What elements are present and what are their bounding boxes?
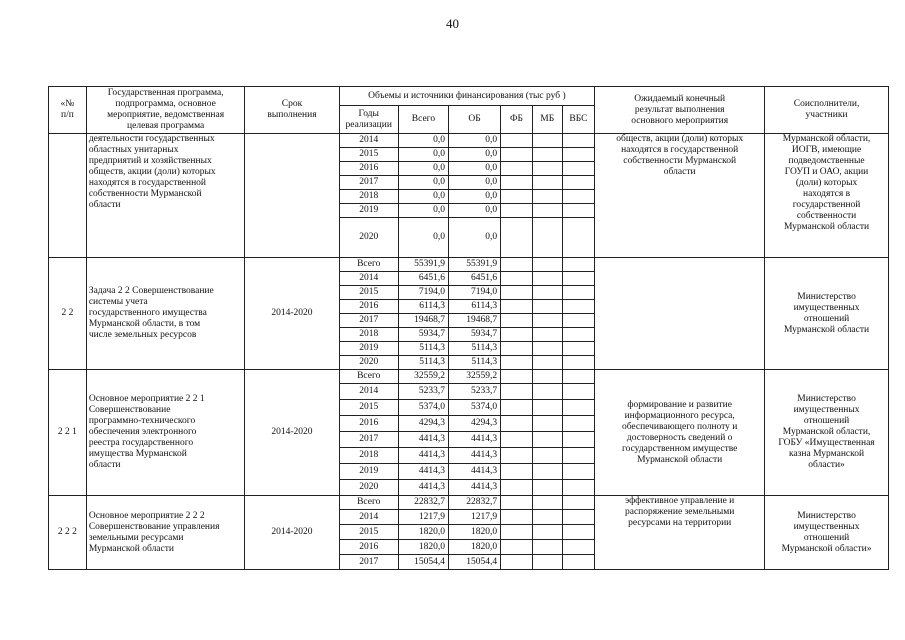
total-cell: 4414,3 [398, 448, 448, 464]
fb-cell [501, 342, 533, 356]
ob-cell: 5114,3 [449, 342, 501, 356]
vbs-cell [562, 162, 595, 176]
fb-cell [501, 204, 533, 218]
total-cell: 22832,7 [398, 496, 448, 510]
fb-cell [501, 356, 533, 370]
ob-cell: 0,0 [449, 134, 501, 148]
fb-cell [501, 525, 533, 540]
fb-cell [501, 328, 533, 342]
expected-result: эффективное управление и распоряжение земельными ресурсами на территории [595, 496, 765, 570]
year-cell: 2018 [339, 448, 398, 464]
total-cell: 0,0 [398, 204, 448, 218]
fb-cell [501, 416, 533, 432]
header-program: Государственная программа, подпрограмма, основное мероприятие, ведомственная целевая программа [86, 87, 245, 134]
total-cell: 0,0 [398, 218, 448, 258]
vbs-cell [562, 272, 595, 286]
ob-cell: 19468,7 [449, 314, 501, 328]
co-executors: Мурманской области, ИОГВ, имеющие подведомственные ГОУП и ОАО, акции (доли) которых находятся в государственной собственности Мурманской области [765, 134, 889, 258]
total-cell: 4414,3 [398, 480, 448, 496]
ob-cell: 32559,2 [449, 370, 501, 384]
header-financing: Объемы и источники финансирования (тыс руб ) [339, 87, 595, 106]
year-cell: Всего [339, 496, 398, 510]
co-executors: Министерство имущественных отношений Мурманской области, ГОБУ «Имущественная казна Мурманской области» [765, 370, 889, 496]
fb-cell [501, 480, 533, 496]
mb-cell [532, 148, 562, 162]
vbs-cell [562, 286, 595, 300]
total-cell: 5114,3 [398, 342, 448, 356]
vbs-cell [562, 342, 595, 356]
ob-cell: 0,0 [449, 162, 501, 176]
fb-cell [501, 286, 533, 300]
fb-cell [501, 448, 533, 464]
expected-result [595, 258, 765, 370]
vbs-cell [562, 400, 595, 416]
header-vbs: ВБС [562, 106, 595, 134]
ob-cell: 55391,9 [449, 258, 501, 272]
fb-cell [501, 432, 533, 448]
fb-cell [501, 400, 533, 416]
total-cell: 55391,9 [398, 258, 448, 272]
fb-cell [501, 384, 533, 400]
mb-cell [532, 510, 562, 525]
vbs-cell [562, 384, 595, 400]
mb-cell [532, 448, 562, 464]
vbs-cell [562, 356, 595, 370]
ob-cell: 0,0 [449, 190, 501, 204]
ob-cell: 4414,3 [449, 432, 501, 448]
mb-cell [532, 342, 562, 356]
mb-cell [532, 496, 562, 510]
header-fb: ФБ [501, 106, 533, 134]
ob-cell: 1820,0 [449, 525, 501, 540]
ob-cell: 4414,3 [449, 480, 501, 496]
co-executors: Министерство имущественных отношений Мурманской области» [765, 496, 889, 570]
vbs-cell [562, 314, 595, 328]
vbs-cell [562, 525, 595, 540]
year-cell: Всего [339, 370, 398, 384]
mb-cell [532, 218, 562, 258]
year-cell: 2018 [339, 328, 398, 342]
mb-cell [532, 286, 562, 300]
mb-cell [532, 525, 562, 540]
year-cell: 2014 [339, 384, 398, 400]
total-cell: 1820,0 [398, 525, 448, 540]
total-cell: 19468,7 [398, 314, 448, 328]
execution-term: 2014-2020 [245, 370, 339, 496]
row-number [49, 134, 87, 258]
year-cell: 2014 [339, 272, 398, 286]
year-cell: Всего [339, 258, 398, 272]
vbs-cell [562, 432, 595, 448]
ob-cell: 1820,0 [449, 540, 501, 555]
table-header [49, 87, 889, 134]
co-executors: Министерство имущественных отношений Мурманской области [765, 258, 889, 370]
vbs-cell [562, 496, 595, 510]
table-row [49, 496, 889, 510]
vbs-cell [562, 204, 595, 218]
year-cell: 2014 [339, 134, 398, 148]
fb-cell [501, 162, 533, 176]
mb-cell [532, 432, 562, 448]
total-cell: 4414,3 [398, 464, 448, 480]
mb-cell [532, 384, 562, 400]
ob-cell: 1217,9 [449, 510, 501, 525]
total-cell: 15054,4 [398, 555, 448, 570]
year-cell: 2017 [339, 555, 398, 570]
total-cell: 5233,7 [398, 384, 448, 400]
mb-cell [532, 555, 562, 570]
year-cell: 2015 [339, 148, 398, 162]
vbs-cell [562, 328, 595, 342]
mb-cell [532, 540, 562, 555]
mb-cell [532, 300, 562, 314]
expected-result: формирование и развитие информационного ресурса, обеспечивающего полноту и достоверность сведений о государственном имуществе Мурманской области [595, 370, 765, 496]
year-cell: 2020 [339, 480, 398, 496]
fb-cell [501, 134, 533, 148]
total-cell: 4414,3 [398, 432, 448, 448]
ob-cell: 4294,3 [449, 416, 501, 432]
fb-cell [501, 314, 533, 328]
ob-cell: 0,0 [449, 218, 501, 258]
mb-cell [532, 204, 562, 218]
row-number: 2 2 2 [49, 496, 87, 570]
header-coexec: Соисполнители, участники [765, 87, 889, 134]
table-row [49, 370, 889, 384]
mb-cell [532, 162, 562, 176]
total-cell: 6451,6 [398, 272, 448, 286]
vbs-cell [562, 370, 595, 384]
year-cell: 2018 [339, 190, 398, 204]
table-body [49, 134, 889, 570]
vbs-cell [562, 480, 595, 496]
total-cell: 4294,3 [398, 416, 448, 432]
year-cell: 2015 [339, 286, 398, 300]
mb-cell [532, 480, 562, 496]
fb-cell [501, 258, 533, 272]
mb-cell [532, 258, 562, 272]
total-cell: 0,0 [398, 190, 448, 204]
year-cell: 2020 [339, 218, 398, 258]
ob-cell: 0,0 [449, 148, 501, 162]
fb-cell [501, 464, 533, 480]
ob-cell: 22832,7 [449, 496, 501, 510]
table-row [49, 258, 889, 272]
ob-cell: 5374,0 [449, 400, 501, 416]
year-cell: 2019 [339, 342, 398, 356]
total-cell: 32559,2 [398, 370, 448, 384]
total-cell: 1217,9 [398, 510, 448, 525]
header-mb: МБ [532, 106, 562, 134]
total-cell: 5934,7 [398, 328, 448, 342]
mb-cell [532, 190, 562, 204]
year-cell: 2017 [339, 314, 398, 328]
year-cell: 2015 [339, 525, 398, 540]
total-cell: 5374,0 [398, 400, 448, 416]
vbs-cell [562, 416, 595, 432]
vbs-cell [562, 176, 595, 190]
page-number: 40 [446, 16, 459, 31]
ob-cell: 5114,3 [449, 356, 501, 370]
ob-cell: 5934,7 [449, 328, 501, 342]
financing-table [48, 86, 889, 570]
ob-cell: 4414,3 [449, 448, 501, 464]
ob-cell: 6451,6 [449, 272, 501, 286]
mb-cell [532, 370, 562, 384]
year-cell: 2016 [339, 416, 398, 432]
fb-cell [501, 540, 533, 555]
ob-cell: 7194,0 [449, 286, 501, 300]
mb-cell [532, 134, 562, 148]
vbs-cell [562, 148, 595, 162]
total-cell: 5114,3 [398, 356, 448, 370]
vbs-cell [562, 540, 595, 555]
year-cell: 2017 [339, 176, 398, 190]
header-years: Годы реализации [339, 106, 398, 134]
program-name: деятельности государственных областных унитарных предприятий и хозяйственных обществ, акции (доли) которых находятся в государственной собственности Мурманской области [86, 134, 245, 258]
program-name: Основное мероприятие 2 2 2 Совершенствование управления земельными ресурсами Мурманской области [86, 496, 245, 570]
ob-cell: 5233,7 [449, 384, 501, 400]
table-row [49, 134, 889, 148]
fb-cell [501, 555, 533, 570]
fb-cell [501, 510, 533, 525]
fb-cell [501, 176, 533, 190]
mb-cell [532, 272, 562, 286]
execution-term [245, 134, 339, 258]
vbs-cell [562, 258, 595, 272]
year-cell: 2016 [339, 540, 398, 555]
row-number: 2 2 1 [49, 370, 87, 496]
vbs-cell [562, 190, 595, 204]
year-cell: 2020 [339, 356, 398, 370]
year-cell: 2019 [339, 204, 398, 218]
vbs-cell [562, 510, 595, 525]
total-cell: 1820,0 [398, 540, 448, 555]
mb-cell [532, 416, 562, 432]
row-number: 2 2 [49, 258, 87, 370]
fb-cell [501, 300, 533, 314]
vbs-cell [562, 555, 595, 570]
fb-cell [501, 218, 533, 258]
ob-cell: 0,0 [449, 204, 501, 218]
ob-cell: 6114,3 [449, 300, 501, 314]
year-cell: 2017 [339, 432, 398, 448]
mb-cell [532, 464, 562, 480]
total-cell: 0,0 [398, 176, 448, 190]
year-cell: 2014 [339, 510, 398, 525]
header-ob: ОБ [449, 106, 501, 134]
fb-cell [501, 370, 533, 384]
mb-cell [532, 356, 562, 370]
year-cell: 2016 [339, 162, 398, 176]
fb-cell [501, 148, 533, 162]
header-num: «№ п/п [49, 87, 87, 134]
total-cell: 0,0 [398, 148, 448, 162]
program-name: Задача 2 2 Совершенствование системы учета государственного имущества Мурманской области, в том числе земельных ресурсов [86, 258, 245, 370]
header-result: Ожидаемый конечный результат выполнения основного мероприятия [595, 87, 765, 134]
mb-cell [532, 314, 562, 328]
vbs-cell [562, 300, 595, 314]
total-cell: 6114,3 [398, 300, 448, 314]
vbs-cell [562, 464, 595, 480]
header-total: Всего [398, 106, 448, 134]
fb-cell [501, 496, 533, 510]
ob-cell: 4414,3 [449, 464, 501, 480]
mb-cell [532, 328, 562, 342]
ob-cell: 15054,4 [449, 555, 501, 570]
expected-result: обществ, акции (доли) которых находятся в государственной собственности Мурманской области [595, 134, 765, 258]
year-cell: 2015 [339, 400, 398, 416]
year-cell: 2016 [339, 300, 398, 314]
header-term: Срок выполнения [245, 87, 339, 134]
execution-term: 2014-2020 [245, 496, 339, 570]
year-cell: 2019 [339, 464, 398, 480]
total-cell: 0,0 [398, 162, 448, 176]
total-cell: 0,0 [398, 134, 448, 148]
program-name: Основное мероприятие 2 2 1 Совершенствование программно-технического обеспечения электронного реестра государственного имущества Мурманской области [86, 370, 245, 496]
ob-cell: 0,0 [449, 176, 501, 190]
fb-cell [501, 190, 533, 204]
fb-cell [501, 272, 533, 286]
vbs-cell [562, 134, 595, 148]
vbs-cell [562, 218, 595, 258]
mb-cell [532, 176, 562, 190]
vbs-cell [562, 448, 595, 464]
mb-cell [532, 400, 562, 416]
execution-term: 2014-2020 [245, 258, 339, 370]
total-cell: 7194,0 [398, 286, 448, 300]
